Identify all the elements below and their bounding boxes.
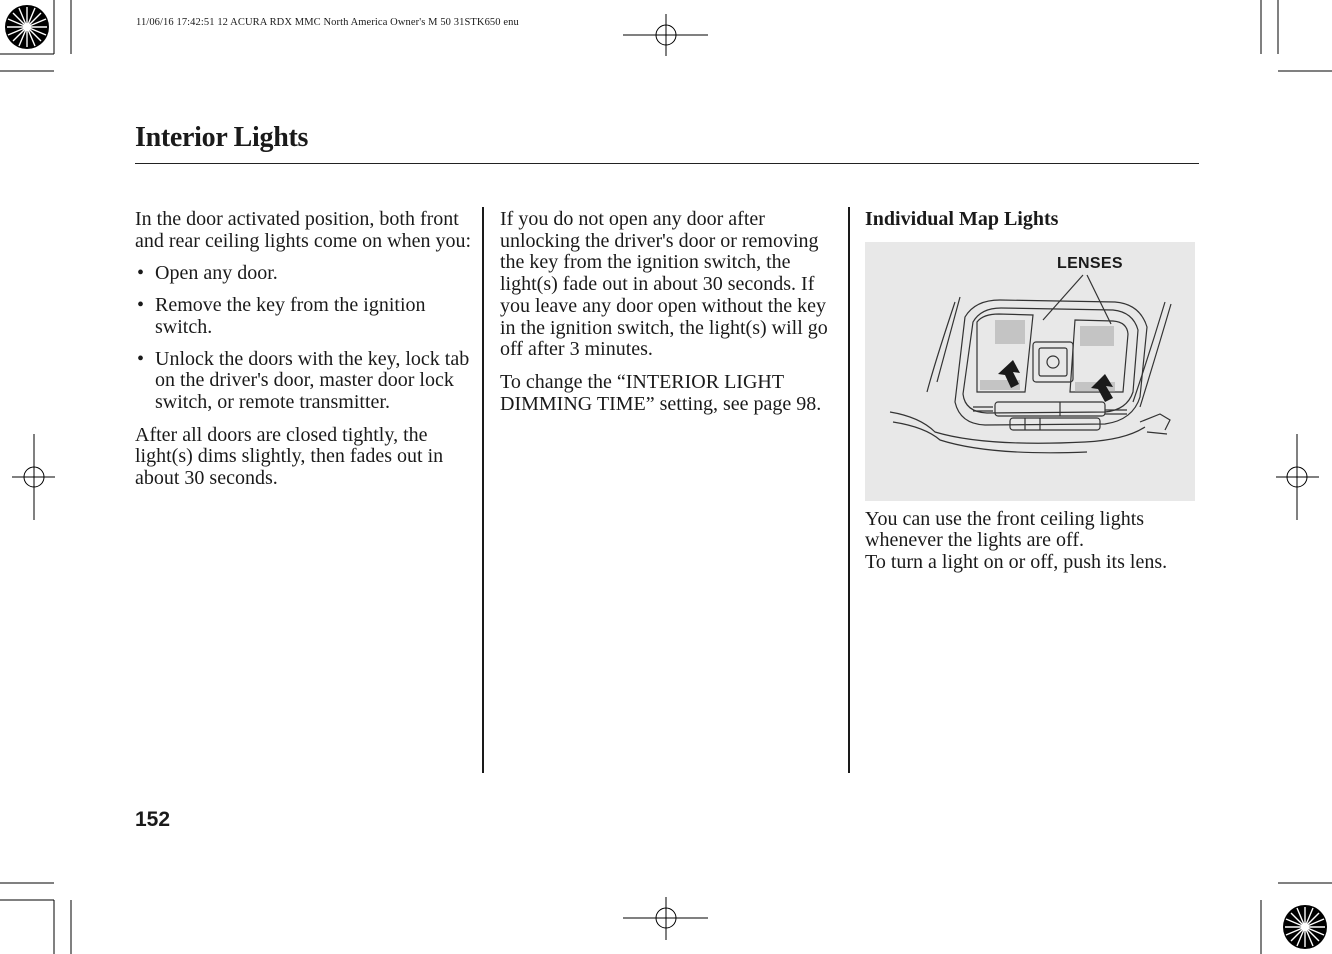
page-number: 152 [135, 808, 171, 831]
list-item [135, 295, 471, 338]
push-lens-paragraph: To turn a light on or off, push its lens. [865, 551, 1168, 574]
column-3 [865, 209, 1195, 585]
bullet-dot: • [137, 262, 145, 285]
column-divider [482, 207, 484, 773]
print-info-line: 11/06/16 17:42:51 12 ACURA RDX MMC North America Owner's M 50 31STK650 enu [136, 17, 519, 28]
usage-paragraph: You can use the front ceiling lights whenever the lights are off. [865, 507, 1145, 552]
fade-out-paragraph: If you do not open any door after unlocking the driver's door or removing the key from the ignition switch, the light(s) fade out in about 30 seconds. If you leave any door open without the key in the ignition switch, the light(s) will go off after 3 minutes. [500, 208, 828, 361]
title-underline [135, 163, 1199, 164]
dimming-time-paragraph: To change the “INTERIOR LIGHT DIMMING TIME” setting, see page 98. [500, 370, 822, 415]
map-lights-illustration [865, 242, 1195, 501]
bullet-dot: • [137, 294, 145, 317]
column-divider [848, 207, 850, 773]
registration-starburst-bottom-right [1283, 905, 1327, 949]
section-heading: Individual Map Lights [865, 208, 1059, 230]
closing-paragraph: After all doors are closed tightly, the light(s) dims slightly, then fades out in about 30 seconds. [135, 423, 444, 490]
registration-starburst-top-left [5, 5, 49, 49]
list-item-text: Unlock the doors with the key, lock tab on the driver's door, master door lock switch, or remote transmitter. [155, 347, 470, 413]
page-title: Interior Lights [135, 122, 309, 153]
list-item-text: Open any door. [155, 262, 278, 285]
column-1 [135, 209, 471, 501]
bullet-dot: • [137, 347, 145, 370]
list-item-text: Remove the key from the ignition switch. [155, 294, 426, 338]
list-item [135, 349, 471, 414]
overhead-console-drawing [865, 242, 1195, 501]
bullet-list [135, 263, 471, 413]
list-item [135, 263, 471, 285]
intro-paragraph: In the door activated position, both front and rear ceiling lights come on when you: [135, 208, 472, 252]
column-2 [500, 209, 830, 426]
lenses-callout-label: LENSES [1057, 254, 1123, 272]
